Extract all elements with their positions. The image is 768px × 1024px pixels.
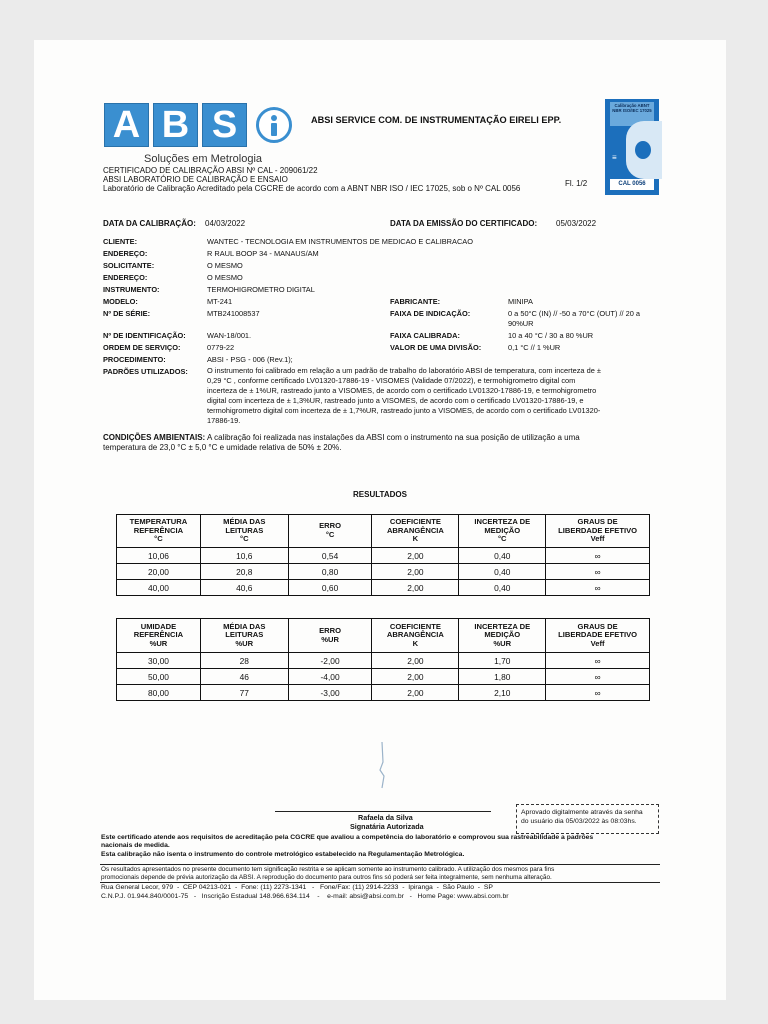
emission-date-label: DATA DA EMISSÃO DO CERTIFICADO:: [390, 219, 538, 228]
standards-line: O instrumento foi calibrado em relação a um padrão de trabalho do laboratório ABSI de temperatura, com incerteza de ±: [207, 366, 601, 375]
temperature-table: [116, 514, 650, 596]
header-hum-reference: UMIDADE REFERÊNCIA %UR: [117, 619, 201, 653]
footer-state: SP: [483, 884, 493, 891]
logo-letter-a: A: [104, 103, 149, 147]
disclaimer-line2: promocionais depende de prévia autorização da ABSI. A reprodução do documento para outros fins só poderá ser feita integralmente, sem nenhuma alteração.: [101, 874, 552, 881]
page-number: Fl. 1/2: [565, 179, 588, 188]
table-cell: -4,00: [288, 669, 372, 685]
identification-value: WAN-18/001.: [207, 331, 252, 340]
table-cell: 2,10: [459, 685, 546, 701]
procedure-value: ABSI - PSG - 006 (Rev.1);: [207, 355, 293, 364]
footer-sep: -: [235, 884, 238, 891]
indication-range-line2: 90%UR: [508, 319, 534, 328]
seal-top-text: Calibração ABNT NBR ISO/IEC 17025: [610, 102, 654, 126]
calibrated-range-value: 10 a 40 °C / 30 a 80 %UR: [508, 331, 594, 340]
client-label: CLIENTE:: [103, 237, 138, 246]
footer-email[interactable]: e-mail: absi@absi.com.br: [327, 893, 404, 900]
humidity-table: [116, 618, 650, 701]
address-value: R RAUL BOOP 34 - MANAUS/AM: [207, 249, 319, 258]
address2-value: O MESMO: [207, 273, 243, 282]
footer-city: São Paulo: [442, 884, 474, 891]
disclaimer-line1: Os resultados apresentados no presente documento tem significação restrita e se aplicam somente ao instrumento calibrado. A utilização dos mesmos para fins: [101, 866, 555, 873]
standards-line: incerteza de ± 1%UR, rastreado junto a VISOMES, de acordo com o certificado LV01320-17886-19, e termohigrometro: [207, 386, 597, 395]
table-cell: 0,40: [459, 580, 546, 596]
table-cell: -2,00: [288, 653, 372, 669]
conditions-label: CONDIÇÕES AMBIENTAIS:: [103, 433, 206, 442]
seal-code: CAL 0056: [610, 179, 654, 190]
conditions-text: A calibração foi realizada nas instalações da ABSI com o instrumento na sua posição de utilização a uma: [207, 433, 580, 442]
instrument-value: TERMOHIGROMETRO DIGITAL: [207, 285, 315, 294]
footer-sep: -: [176, 884, 180, 891]
service-order-value: 0779-22: [207, 343, 235, 352]
emission-date: 05/03/2022: [556, 219, 597, 228]
footer-sep: -: [312, 884, 315, 891]
conditions-line1: [103, 433, 663, 443]
header-temp-uncertainty: INCERTEZA DE MEDIÇÃO °C: [459, 515, 546, 548]
table-row: [117, 548, 650, 564]
logo-tagline: Soluções em Metrologia: [144, 153, 263, 165]
header-temp-mean: MÉDIA DAS LEITURAS °C: [200, 515, 288, 548]
metrology-note: Esta calibração não isenta o instrumento do controle metrológico estabelecido na Regulamentação Metrológica.: [101, 851, 465, 858]
calibration-date: 04/03/2022: [205, 219, 246, 228]
table-header-row: [117, 619, 650, 653]
signature-line: [275, 811, 491, 812]
table-cell: 40,00: [117, 580, 201, 596]
table-cell: 10,06: [117, 548, 201, 564]
table-row: [117, 580, 650, 596]
table-cell: 2,00: [372, 580, 459, 596]
header-temp-coefficient: COEFICIENTE ABRANGÊNCIA K: [372, 515, 459, 548]
info-icon: [256, 107, 292, 143]
requester-label: SOLICITANTE:: [103, 261, 155, 270]
table-cell: 0,80: [288, 564, 372, 580]
footer-sep: -: [436, 884, 439, 891]
table-cell: 2,00: [372, 564, 459, 580]
table-row: [117, 685, 650, 701]
table-cell: 0,54: [288, 548, 372, 564]
header-temp-reference: TEMPERATURA REFERÊNCIA °C: [117, 515, 201, 548]
footer-district: Ipiranga: [408, 884, 433, 891]
table-row: [117, 669, 650, 685]
indication-range-line1: 0 a 50°C (IN) // -50 a 70°C (OUT) // 20 a: [508, 309, 641, 318]
footer-sep: -: [409, 893, 412, 900]
procedure-label: PROCEDIMENTO:: [103, 355, 166, 364]
header-hum-coefficient: COEFICIENTE ABRANGÊNCIA K: [372, 619, 459, 653]
service-order-label: ORDEM DE SERVIÇO:: [103, 343, 181, 352]
table-cell: 28: [200, 653, 288, 669]
table-cell: 50,00: [117, 669, 201, 685]
footer-address-row: [101, 884, 493, 891]
footer-sep: -: [193, 893, 197, 900]
seal-mark-icon: ≡: [612, 153, 617, 162]
table-cell: 2,00: [372, 685, 459, 701]
table-cell: 2,00: [372, 669, 459, 685]
table-cell: 10,6: [200, 548, 288, 564]
serial-label: Nº DE SÉRIE:: [103, 309, 151, 318]
header-hum-freedom: GRAUS DE LIBERDADE EFETIVO Veff: [546, 619, 650, 653]
table-cell: 1,70: [459, 653, 546, 669]
table-cell: 0,40: [459, 548, 546, 564]
table-cell: 1,80: [459, 669, 546, 685]
table-cell: ∞: [546, 548, 650, 564]
digital-approval-stamp: [516, 804, 659, 834]
table-cell: ∞: [546, 564, 650, 580]
stamp-line1: Aprovado digitalmente através da senha: [521, 809, 643, 816]
footer-state-registration: Inscrição Estadual 148.966.634.114: [201, 893, 310, 900]
signatory-role: Signatária Autorizada: [350, 822, 424, 831]
indication-range-label: FAIXA DE INDICAÇÃO:: [390, 309, 471, 318]
table-cell: 80,00: [117, 685, 201, 701]
requester-value: O MESMO: [207, 261, 243, 270]
footer-cnpj: C.N.P.J. 01.944.840/0001-75: [101, 893, 189, 900]
division-label: VALOR DE UMA DIVISÃO:: [390, 343, 482, 352]
table-row: [117, 564, 650, 580]
results-title: RESULTADOS: [353, 490, 407, 499]
header-hum-mean: MÉDIA DAS LEITURAS %UR: [200, 619, 288, 653]
header-hum-error: ERRO %UR: [288, 619, 372, 653]
model-value: MT-241: [207, 297, 233, 306]
table-cell: 0,60: [288, 580, 372, 596]
header-temp-error: ERRO °C: [288, 515, 372, 548]
standards-line: termohigrometro digital com incerteza de ± 1,7%UR, rastreado junto a VISOMES, de acordo com o certificado LV01320-: [207, 406, 601, 415]
table-cell: 20,8: [200, 564, 288, 580]
table-cell: 0,40: [459, 564, 546, 580]
footer-phone: Fone: (11) 2273-1341: [241, 884, 307, 891]
signatory-name: Rafaela da Silva: [358, 813, 413, 822]
standards-line: 17886-19.: [207, 416, 241, 425]
ink-mark: [372, 740, 392, 790]
client-value: WANTEC - TECNOLOGIA EM INSTRUMENTOS DE MEDICAO E CALIBRACAO: [207, 237, 473, 246]
conditions-line2: temperatura de 23,0 °C ± 5,0 °C e umidade relativa de 50% ± 20%.: [103, 443, 342, 452]
table-cell: 46: [200, 669, 288, 685]
table-row: [117, 653, 650, 669]
calibrated-range-label: FAIXA CALIBRADA:: [390, 331, 460, 340]
identification-label: Nº DE IDENTIFICAÇÃO:: [103, 331, 186, 340]
standards-line: 0,29 °C , conforme certificado LV01320-17886-19 - VISOMES (Validade 07/2022), e termohigrometro digital com: [207, 376, 576, 385]
footer-website[interactable]: Home Page: www.absi.com.br: [417, 893, 509, 900]
footer-registration-row: [101, 893, 509, 900]
footer-cep: CEP 04213-021: [183, 884, 232, 891]
table-cell: ∞: [546, 653, 650, 669]
table-cell: 20,00: [117, 564, 201, 580]
table-cell: 2,00: [372, 548, 459, 564]
instrument-label: INSTRUMENTO:: [103, 285, 160, 294]
footer-fax: Fone/Fax: (11) 2914-2233: [319, 884, 399, 891]
serial-value: MTB241008537: [207, 309, 260, 318]
footer-sep: -: [477, 884, 481, 891]
table-cell: 77: [200, 685, 288, 701]
header-hum-uncertainty: INCERTEZA DE MEDIÇÃO %UR: [459, 619, 546, 653]
accreditation-note-cont: nacionais de medida.: [101, 842, 170, 849]
stamp-line2: do usuário dia 05/03/2022 às 08:03hs.: [521, 818, 637, 825]
footer-sep: -: [317, 893, 320, 900]
seal-graphic-inner: [635, 141, 651, 159]
standards-label: PADRÕES UTILIZADOS:: [103, 367, 188, 376]
header-temp-freedom: GRAUS DE LIBERDADE EFETIVO Veff: [546, 515, 650, 548]
certificate-number: CERTIFICADO DE CALIBRAÇÃO ABSI Nº CAL - 209061/22: [103, 166, 318, 175]
division-value: 0,1 °C // 1 %UR: [508, 343, 561, 352]
lab-name: ABSI LABORATÓRIO DE CALIBRAÇÃO E ENSAIO: [103, 175, 288, 184]
table-header-row: [117, 515, 650, 548]
address2-label: ENDEREÇO:: [103, 273, 148, 282]
table-cell: 2,00: [372, 653, 459, 669]
footer-divider: [100, 882, 660, 883]
table-cell: 30,00: [117, 653, 201, 669]
standards-line: digital com incerteza de ± 1,3%UR, rastreado junto a VISOMES, de acordo com o certificado LV01320-17886-19, e: [207, 396, 584, 405]
table-cell: ∞: [546, 580, 650, 596]
table-cell: -3,00: [288, 685, 372, 701]
table-cell: ∞: [546, 669, 650, 685]
accreditation-text: Laboratório de Calibração Acreditado pela CGCRE de acordo com a ABNT NBR ISO / IEC 17025, sob o Nº CAL 0056: [103, 184, 521, 193]
model-label: MODELO:: [103, 297, 138, 306]
table-cell: 40,6: [200, 580, 288, 596]
accreditation-note: Este certificado atende aos requisitos de acreditação pela CGCRE que avaliou a competência do laboratório e comprovou sua rastreabilidade a padrões: [101, 834, 594, 841]
footer-divider: [100, 864, 660, 865]
manufacturer-label: FABRICANTE:: [390, 297, 441, 306]
calibration-date-label: DATA DA CALIBRAÇÃO:: [103, 219, 196, 228]
address-label: ENDEREÇO:: [103, 249, 148, 258]
company-name: ABSI SERVICE COM. DE INSTRUMENTAÇÃO EIRELI EPP.: [311, 115, 562, 125]
logo-letter-b: B: [153, 103, 198, 147]
table-cell: ∞: [546, 685, 650, 701]
manufacturer-value: MINIPA: [508, 297, 533, 306]
logo-letter-s: S: [202, 103, 247, 147]
footer-street: Rua General Lecor, 979: [101, 884, 174, 891]
footer-sep: -: [402, 884, 405, 891]
accreditation-seal: [605, 99, 659, 195]
